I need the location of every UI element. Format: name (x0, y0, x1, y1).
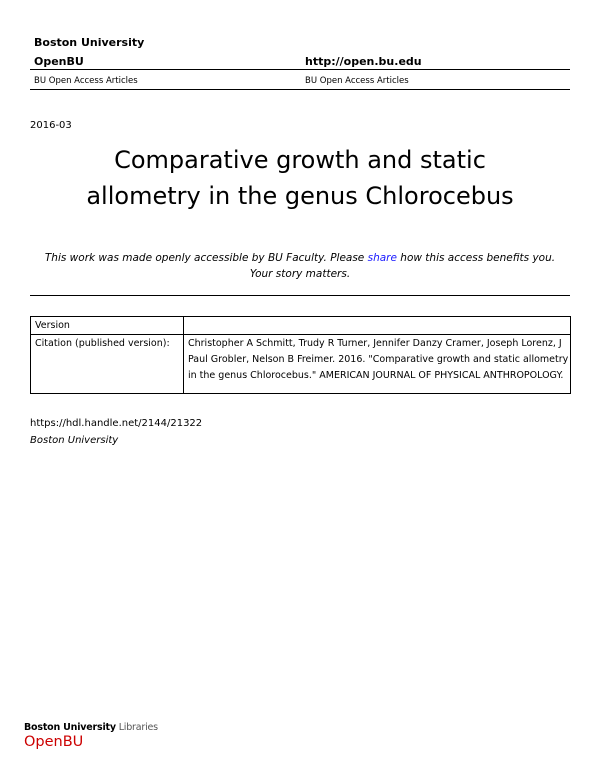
access-line-1 (30, 250, 570, 266)
document-date: 2016-03 (30, 120, 72, 131)
title-line-1: Comparative growth and static (114, 146, 486, 174)
citation-label: Citation (published version): (31, 335, 184, 394)
citation-cell (184, 335, 571, 394)
access-line-2: Your story matters. (249, 268, 351, 280)
logo-libraries-text: Libraries (115, 722, 158, 733)
version-label: Version (31, 317, 184, 335)
version-value (184, 317, 571, 335)
handle-link[interactable]: https://hdl.handle.net/2144/21322 (30, 418, 203, 429)
metadata-table (30, 316, 571, 394)
access-text-after: how this access benefits you. (396, 252, 556, 264)
access-statement (30, 250, 570, 282)
share-link[interactable]: share (367, 252, 397, 264)
header-repository: OpenBU (34, 55, 84, 68)
table-row-citation (31, 335, 571, 394)
header-url[interactable]: http://open.bu.edu (305, 55, 422, 68)
header-rule-top (30, 69, 570, 70)
logo-libraries (24, 722, 158, 733)
logo-bu-text: Boston University (24, 722, 116, 733)
header-collection-left[interactable]: BU Open Access Articles (34, 76, 138, 86)
header-institution: Boston University (34, 36, 145, 49)
header-rule-bottom (30, 89, 570, 90)
access-rule (30, 295, 570, 296)
logo-openbu: OpenBU (24, 734, 84, 750)
document-title (30, 142, 570, 214)
table-row-version (31, 317, 571, 335)
citation-value: Christopher A Schmitt, Trudy R Turner, Jennifer Danzy Cramer, Joseph Lorenz, J Paul Grobler, Nelson B Freimer. 2016. "Comparative growth and static allometry in the genus Chlorocebus." AMERICAN JOURNAL OF PHYSICAL ANTHROPOLOGY. (188, 338, 569, 381)
header-collection-right[interactable]: BU Open Access Articles (305, 76, 409, 86)
access-text-before: This work was made openly accessible by BU Faculty. Please (44, 252, 368, 264)
publisher-name: Boston University (30, 435, 119, 446)
title-line-2: allometry in the genus Chlorocebus (86, 182, 514, 210)
